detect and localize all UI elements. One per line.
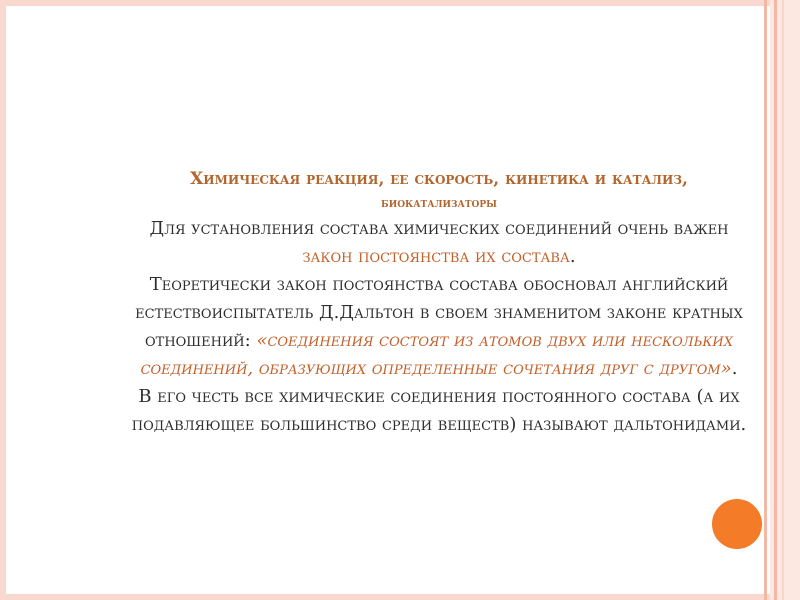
orange-circle-decoration	[712, 499, 762, 549]
right-stripe	[782, 0, 784, 600]
right-stripe	[774, 0, 777, 600]
slide-border-bottom	[0, 594, 770, 600]
title-line-1: Химическая реакция, ее скорость, кинетика и катализ,	[190, 169, 688, 189]
slide-border-top	[0, 0, 770, 6]
slide-border-left	[0, 0, 6, 600]
law-name: закон постоянства их состава	[302, 246, 570, 267]
slide-title	[104, 168, 774, 215]
slide-content	[104, 168, 774, 439]
paragraph-2	[104, 271, 774, 383]
paragraph-1	[104, 215, 774, 271]
dalton-quote: «соединения состоят из атомов двух или нескольких соединений, образующих определенные сочетания друг с другом»	[140, 330, 734, 379]
paragraph-2-text: Теоретически закон постоянства состава обосновал английский естествоиспытатель Д.Дальтон в своем знаменитом законе кратных отношений:	[135, 274, 743, 351]
paragraph-2-end: .	[731, 358, 738, 379]
paragraph-3-text: В его честь все химические соединения постоянного состава (а их подавляющее большинство среди веществ) называют дальтонидами.	[131, 386, 747, 435]
title-line-2: биокатализаторы	[381, 196, 497, 211]
paragraph-3	[104, 383, 774, 439]
paragraph-1-text: Для установления состава химических соединений очень важен	[149, 218, 729, 239]
paragraph-1-end: .	[569, 246, 576, 267]
